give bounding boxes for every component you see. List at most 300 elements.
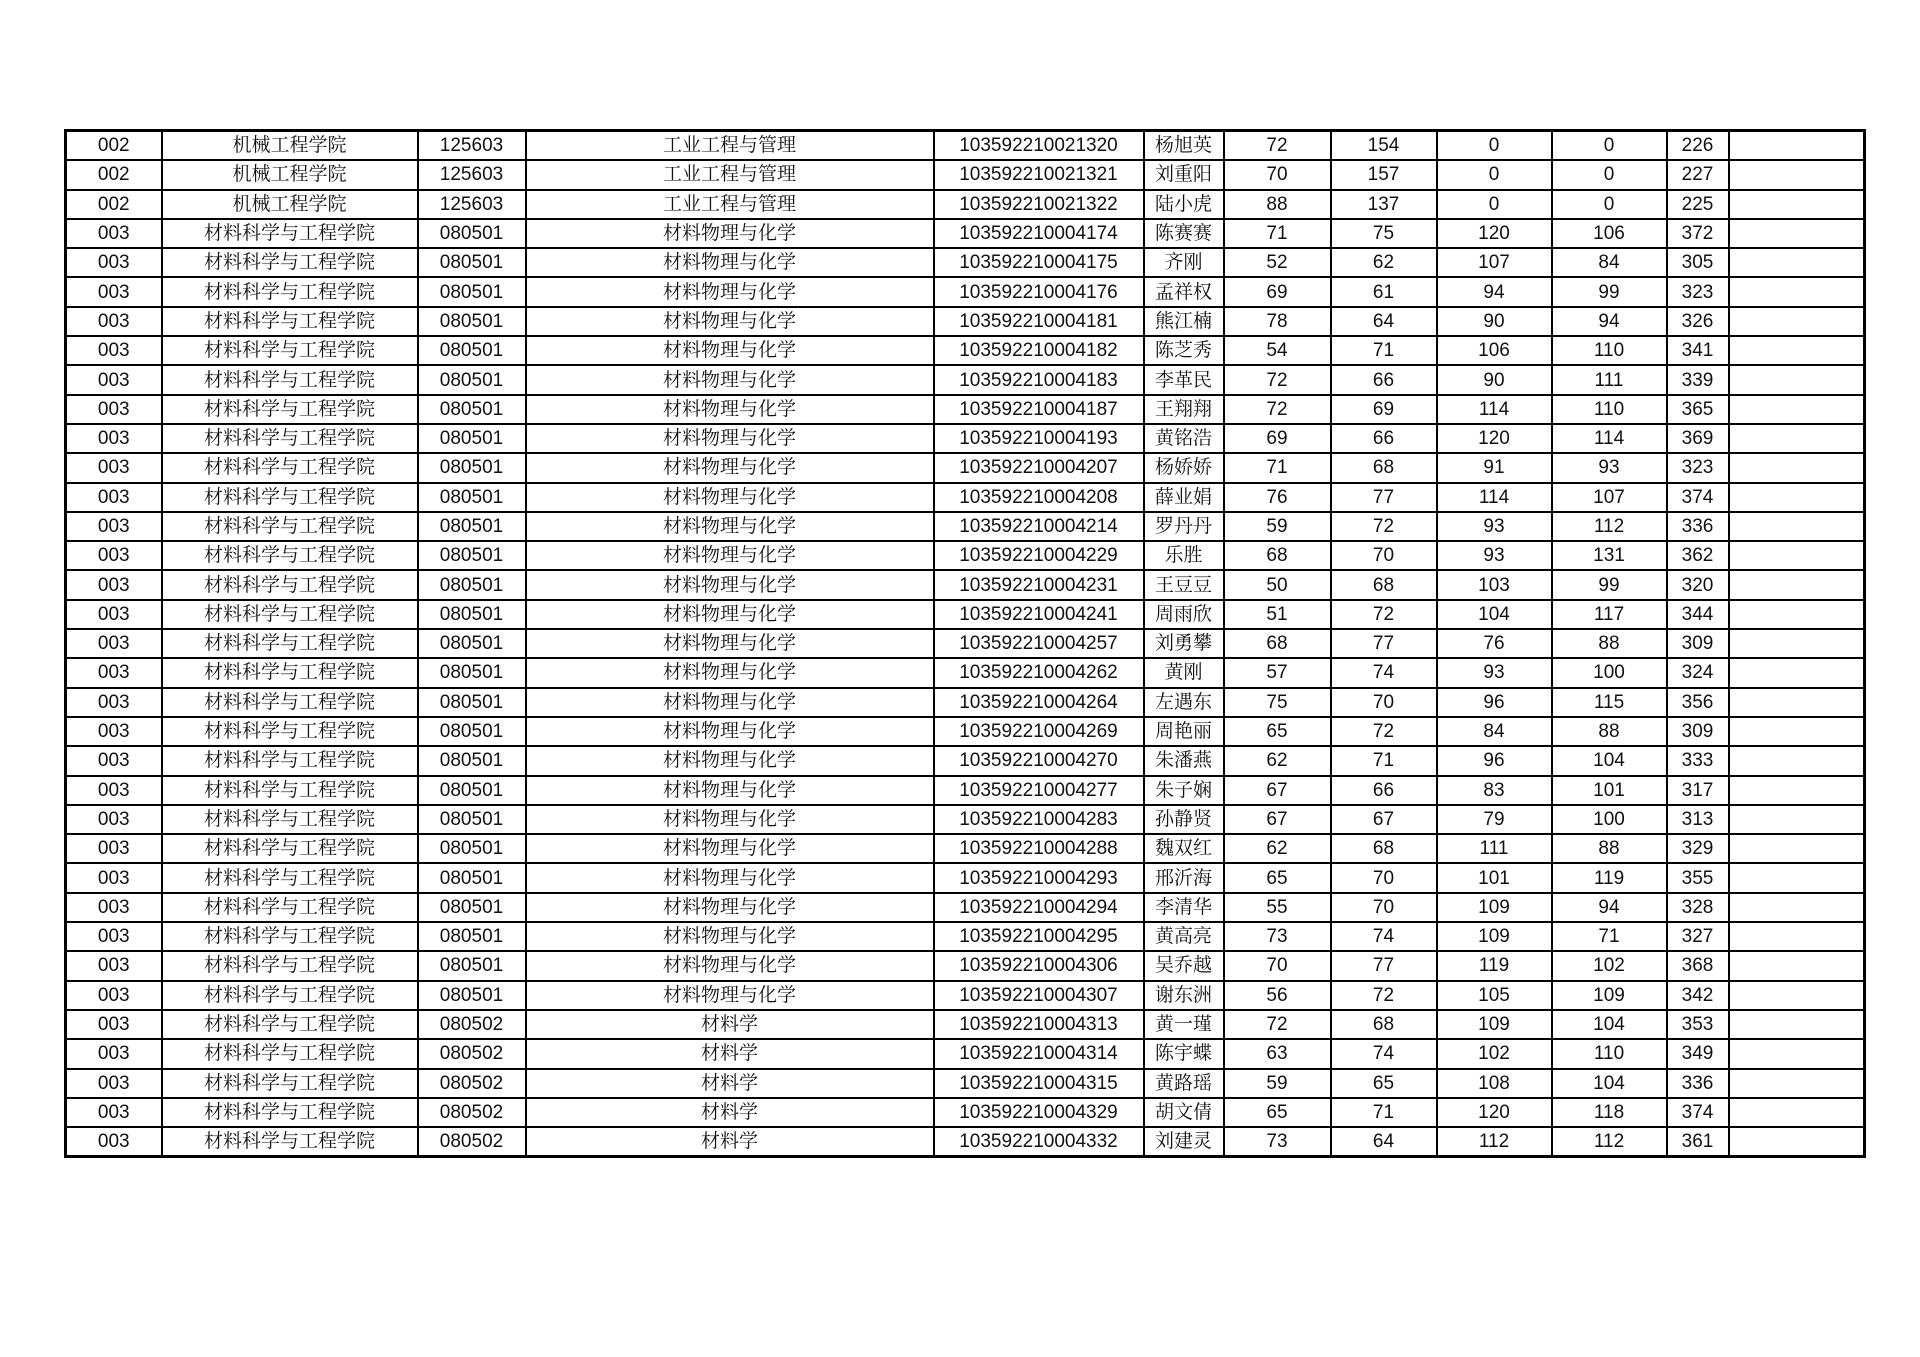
- score-1-cell: 65: [1224, 863, 1331, 892]
- score-4-cell: 84: [1552, 248, 1667, 277]
- score-3-cell: 79: [1437, 805, 1552, 834]
- score-1-cell: 57: [1224, 658, 1331, 687]
- score-1-cell: 52: [1224, 248, 1331, 277]
- total-score-cell: 324: [1667, 658, 1729, 687]
- major-code-cell: 080501: [418, 600, 526, 629]
- total-score-cell: 309: [1667, 717, 1729, 746]
- candidate-id-cell: 103592210004313: [934, 1010, 1144, 1039]
- college-code-cell: 002: [66, 190, 162, 219]
- score-2-cell: 67: [1331, 805, 1437, 834]
- table-row: [66, 1039, 1865, 1068]
- score-3-cell: 0: [1437, 131, 1552, 161]
- total-score-cell: 323: [1667, 277, 1729, 306]
- college-name-cell: 材料科学与工程学院: [162, 981, 418, 1010]
- score-3-cell: 114: [1437, 483, 1552, 512]
- major-name-cell: 材料物理与化学: [526, 805, 934, 834]
- remarks-cell: [1729, 834, 1865, 863]
- student-name-cell: 魏双红: [1144, 834, 1224, 863]
- major-code-cell: 125603: [418, 160, 526, 189]
- score-2-cell: 72: [1331, 512, 1437, 541]
- score-3-cell: 0: [1437, 190, 1552, 219]
- major-name-cell: 材料物理与化学: [526, 746, 934, 775]
- major-code-cell: 080501: [418, 863, 526, 892]
- total-score-cell: 356: [1667, 688, 1729, 717]
- remarks-cell: [1729, 863, 1865, 892]
- score-3-cell: 96: [1437, 688, 1552, 717]
- score-4-cell: 110: [1552, 395, 1667, 424]
- college-code-cell: 002: [66, 160, 162, 189]
- score-2-cell: 64: [1331, 1127, 1437, 1157]
- score-3-cell: 96: [1437, 746, 1552, 775]
- college-code-cell: 003: [66, 248, 162, 277]
- college-code-cell: 003: [66, 776, 162, 805]
- college-name-cell: 材料科学与工程学院: [162, 1039, 418, 1068]
- total-score-cell: 328: [1667, 893, 1729, 922]
- major-name-cell: 材料物理与化学: [526, 277, 934, 306]
- major-name-cell: 材料物理与化学: [526, 483, 934, 512]
- score-2-cell: 70: [1331, 541, 1437, 570]
- college-code-cell: 003: [66, 1127, 162, 1157]
- table-row: [66, 570, 1865, 599]
- score-2-cell: 71: [1331, 746, 1437, 775]
- student-name-cell: 谢东洲: [1144, 981, 1224, 1010]
- candidate-id-cell: 103592210004208: [934, 483, 1144, 512]
- score-3-cell: 91: [1437, 453, 1552, 482]
- student-name-cell: 陈赛赛: [1144, 219, 1224, 248]
- score-1-cell: 72: [1224, 395, 1331, 424]
- candidate-id-cell: 103592210004214: [934, 512, 1144, 541]
- score-4-cell: 99: [1552, 570, 1667, 599]
- score-3-cell: 90: [1437, 307, 1552, 336]
- major-name-cell: 材料学: [526, 1069, 934, 1098]
- table-row: [66, 395, 1865, 424]
- major-name-cell: 工业工程与管理: [526, 190, 934, 219]
- score-4-cell: 109: [1552, 981, 1667, 1010]
- table-row: [66, 834, 1865, 863]
- table-row: [66, 746, 1865, 775]
- remarks-cell: [1729, 951, 1865, 980]
- college-name-cell: 材料科学与工程学院: [162, 219, 418, 248]
- total-score-cell: 344: [1667, 600, 1729, 629]
- score-3-cell: 93: [1437, 658, 1552, 687]
- college-code-cell: 003: [66, 951, 162, 980]
- score-4-cell: 88: [1552, 629, 1667, 658]
- score-4-cell: 104: [1552, 1010, 1667, 1039]
- college-name-cell: 材料科学与工程学院: [162, 863, 418, 892]
- major-code-cell: 080501: [418, 424, 526, 453]
- major-name-cell: 材料学: [526, 1127, 934, 1157]
- score-2-cell: 70: [1331, 688, 1437, 717]
- score-1-cell: 70: [1224, 951, 1331, 980]
- score-2-cell: 77: [1331, 951, 1437, 980]
- student-name-cell: 杨旭英: [1144, 131, 1224, 161]
- score-3-cell: 111: [1437, 834, 1552, 863]
- candidate-id-cell: 103592210004262: [934, 658, 1144, 687]
- college-code-cell: 003: [66, 746, 162, 775]
- total-score-cell: 225: [1667, 190, 1729, 219]
- college-code-cell: 003: [66, 541, 162, 570]
- major-code-cell: 080501: [418, 951, 526, 980]
- major-code-cell: 080501: [418, 570, 526, 599]
- score-1-cell: 59: [1224, 512, 1331, 541]
- remarks-cell: [1729, 717, 1865, 746]
- student-name-cell: 乐胜: [1144, 541, 1224, 570]
- score-4-cell: 101: [1552, 776, 1667, 805]
- score-2-cell: 72: [1331, 600, 1437, 629]
- major-code-cell: 080501: [418, 776, 526, 805]
- major-code-cell: 080502: [418, 1127, 526, 1157]
- major-name-cell: 材料物理与化学: [526, 424, 934, 453]
- score-3-cell: 90: [1437, 365, 1552, 394]
- total-score-cell: 355: [1667, 863, 1729, 892]
- major-name-cell: 材料学: [526, 1098, 934, 1127]
- table-row: [66, 307, 1865, 336]
- student-name-cell: 胡文倩: [1144, 1098, 1224, 1127]
- major-name-cell: 材料物理与化学: [526, 951, 934, 980]
- score-4-cell: 88: [1552, 717, 1667, 746]
- candidate-id-cell: 103592210004207: [934, 453, 1144, 482]
- score-1-cell: 67: [1224, 805, 1331, 834]
- remarks-cell: [1729, 570, 1865, 599]
- remarks-cell: [1729, 1039, 1865, 1068]
- score-1-cell: 73: [1224, 922, 1331, 951]
- table-row: [66, 190, 1865, 219]
- score-3-cell: 83: [1437, 776, 1552, 805]
- score-4-cell: 118: [1552, 1098, 1667, 1127]
- student-name-cell: 周雨欣: [1144, 600, 1224, 629]
- score-2-cell: 72: [1331, 717, 1437, 746]
- student-name-cell: 陆小虎: [1144, 190, 1224, 219]
- score-table: [64, 129, 1866, 1158]
- remarks-cell: [1729, 981, 1865, 1010]
- major-code-cell: 080501: [418, 365, 526, 394]
- table-row: [66, 483, 1865, 512]
- college-name-cell: 材料科学与工程学院: [162, 922, 418, 951]
- score-4-cell: 107: [1552, 483, 1667, 512]
- score-2-cell: 154: [1331, 131, 1437, 161]
- score-1-cell: 69: [1224, 424, 1331, 453]
- college-name-cell: 材料科学与工程学院: [162, 1010, 418, 1039]
- major-name-cell: 工业工程与管理: [526, 160, 934, 189]
- major-code-cell: 080501: [418, 922, 526, 951]
- total-score-cell: 341: [1667, 336, 1729, 365]
- college-code-cell: 003: [66, 1039, 162, 1068]
- remarks-cell: [1729, 600, 1865, 629]
- table-row: [66, 863, 1865, 892]
- score-2-cell: 61: [1331, 277, 1437, 306]
- total-score-cell: 336: [1667, 512, 1729, 541]
- candidate-id-cell: 103592210004257: [934, 629, 1144, 658]
- total-score-cell: 374: [1667, 1098, 1729, 1127]
- college-name-cell: 材料科学与工程学院: [162, 805, 418, 834]
- score-4-cell: 106: [1552, 219, 1667, 248]
- remarks-cell: [1729, 131, 1865, 161]
- remarks-cell: [1729, 1010, 1865, 1039]
- table-row: [66, 160, 1865, 189]
- score-1-cell: 69: [1224, 277, 1331, 306]
- total-score-cell: 320: [1667, 570, 1729, 599]
- score-1-cell: 88: [1224, 190, 1331, 219]
- score-3-cell: 106: [1437, 336, 1552, 365]
- college-name-cell: 材料科学与工程学院: [162, 365, 418, 394]
- score-4-cell: 115: [1552, 688, 1667, 717]
- score-2-cell: 68: [1331, 570, 1437, 599]
- total-score-cell: 317: [1667, 776, 1729, 805]
- score-3-cell: 108: [1437, 1069, 1552, 1098]
- major-name-cell: 材料物理与化学: [526, 658, 934, 687]
- major-name-cell: 材料物理与化学: [526, 688, 934, 717]
- score-4-cell: 111: [1552, 365, 1667, 394]
- score-4-cell: 110: [1552, 336, 1667, 365]
- score-1-cell: 63: [1224, 1039, 1331, 1068]
- remarks-cell: [1729, 277, 1865, 306]
- college-name-cell: 材料科学与工程学院: [162, 248, 418, 277]
- score-1-cell: 62: [1224, 834, 1331, 863]
- college-name-cell: 材料科学与工程学院: [162, 746, 418, 775]
- college-code-cell: 003: [66, 1010, 162, 1039]
- major-name-cell: 材料学: [526, 1010, 934, 1039]
- major-code-cell: 080501: [418, 453, 526, 482]
- score-3-cell: 102: [1437, 1039, 1552, 1068]
- candidate-id-cell: 103592210004174: [934, 219, 1144, 248]
- candidate-id-cell: 103592210004175: [934, 248, 1144, 277]
- college-code-cell: 003: [66, 219, 162, 248]
- score-3-cell: 93: [1437, 541, 1552, 570]
- table-row: [66, 922, 1865, 951]
- score-4-cell: 112: [1552, 1127, 1667, 1157]
- student-name-cell: 薛业娟: [1144, 483, 1224, 512]
- score-3-cell: 120: [1437, 424, 1552, 453]
- college-name-cell: 材料科学与工程学院: [162, 336, 418, 365]
- total-score-cell: 365: [1667, 395, 1729, 424]
- score-3-cell: 109: [1437, 1010, 1552, 1039]
- score-1-cell: 62: [1224, 746, 1331, 775]
- remarks-cell: [1729, 395, 1865, 424]
- score-3-cell: 76: [1437, 629, 1552, 658]
- candidate-id-cell: 103592210004307: [934, 981, 1144, 1010]
- score-3-cell: 120: [1437, 1098, 1552, 1127]
- major-code-cell: 080501: [418, 688, 526, 717]
- remarks-cell: [1729, 776, 1865, 805]
- candidate-id-cell: 103592210004315: [934, 1069, 1144, 1098]
- score-1-cell: 55: [1224, 893, 1331, 922]
- college-name-cell: 材料科学与工程学院: [162, 629, 418, 658]
- score-2-cell: 65: [1331, 1069, 1437, 1098]
- college-name-cell: 机械工程学院: [162, 160, 418, 189]
- remarks-cell: [1729, 1127, 1865, 1157]
- candidate-id-cell: 103592210004293: [934, 863, 1144, 892]
- candidate-id-cell: 103592210004241: [934, 600, 1144, 629]
- score-4-cell: 100: [1552, 805, 1667, 834]
- major-code-cell: 080502: [418, 1010, 526, 1039]
- score-4-cell: 119: [1552, 863, 1667, 892]
- total-score-cell: 226: [1667, 131, 1729, 161]
- table-row: [66, 1069, 1865, 1098]
- major-name-cell: 材料物理与化学: [526, 541, 934, 570]
- candidate-id-cell: 103592210004288: [934, 834, 1144, 863]
- score-1-cell: 51: [1224, 600, 1331, 629]
- major-name-cell: 材料物理与化学: [526, 922, 934, 951]
- college-name-cell: 材料科学与工程学院: [162, 541, 418, 570]
- major-name-cell: 材料物理与化学: [526, 219, 934, 248]
- college-name-cell: 材料科学与工程学院: [162, 688, 418, 717]
- table-row: [66, 541, 1865, 570]
- table-row: [66, 219, 1865, 248]
- college-name-cell: 材料科学与工程学院: [162, 483, 418, 512]
- score-3-cell: 105: [1437, 981, 1552, 1010]
- score-1-cell: 76: [1224, 483, 1331, 512]
- student-name-cell: 黄路瑶: [1144, 1069, 1224, 1098]
- total-score-cell: 374: [1667, 483, 1729, 512]
- total-score-cell: 336: [1667, 1069, 1729, 1098]
- score-4-cell: 0: [1552, 131, 1667, 161]
- total-score-cell: 309: [1667, 629, 1729, 658]
- major-name-cell: 材料物理与化学: [526, 863, 934, 892]
- score-2-cell: 64: [1331, 307, 1437, 336]
- score-3-cell: 0: [1437, 160, 1552, 189]
- score-2-cell: 66: [1331, 424, 1437, 453]
- score-2-cell: 69: [1331, 395, 1437, 424]
- student-name-cell: 黄刚: [1144, 658, 1224, 687]
- candidate-id-cell: 103592210004270: [934, 746, 1144, 775]
- college-name-cell: 机械工程学院: [162, 190, 418, 219]
- total-score-cell: 326: [1667, 307, 1729, 336]
- score-2-cell: 157: [1331, 160, 1437, 189]
- remarks-cell: [1729, 658, 1865, 687]
- college-code-cell: 003: [66, 981, 162, 1010]
- score-1-cell: 72: [1224, 131, 1331, 161]
- major-name-cell: 材料学: [526, 1039, 934, 1068]
- table-row: [66, 629, 1865, 658]
- score-1-cell: 75: [1224, 688, 1331, 717]
- college-code-cell: 003: [66, 688, 162, 717]
- total-score-cell: 333: [1667, 746, 1729, 775]
- student-name-cell: 朱潘燕: [1144, 746, 1224, 775]
- score-4-cell: 94: [1552, 893, 1667, 922]
- table-row: [66, 951, 1865, 980]
- score-4-cell: 117: [1552, 600, 1667, 629]
- student-name-cell: 邢沂海: [1144, 863, 1224, 892]
- major-name-cell: 工业工程与管理: [526, 131, 934, 161]
- table-row: [66, 981, 1865, 1010]
- table-row: [66, 1098, 1865, 1127]
- total-score-cell: 227: [1667, 160, 1729, 189]
- major-code-cell: 080502: [418, 1069, 526, 1098]
- candidate-id-cell: 103592210004283: [934, 805, 1144, 834]
- major-code-cell: 080501: [418, 629, 526, 658]
- score-2-cell: 70: [1331, 863, 1437, 892]
- candidate-id-cell: 103592210004193: [934, 424, 1144, 453]
- table-row: [66, 600, 1865, 629]
- major-name-cell: 材料物理与化学: [526, 570, 934, 599]
- student-name-cell: 王翔翔: [1144, 395, 1224, 424]
- score-1-cell: 67: [1224, 776, 1331, 805]
- score-4-cell: 110: [1552, 1039, 1667, 1068]
- college-name-cell: 材料科学与工程学院: [162, 658, 418, 687]
- major-code-cell: 125603: [418, 131, 526, 161]
- candidate-id-cell: 103592210004231: [934, 570, 1144, 599]
- candidate-id-cell: 103592210021320: [934, 131, 1144, 161]
- score-4-cell: 114: [1552, 424, 1667, 453]
- major-code-cell: 080501: [418, 248, 526, 277]
- score-2-cell: 75: [1331, 219, 1437, 248]
- college-name-cell: 材料科学与工程学院: [162, 277, 418, 306]
- student-name-cell: 黄高亮: [1144, 922, 1224, 951]
- remarks-cell: [1729, 1069, 1865, 1098]
- score-2-cell: 71: [1331, 336, 1437, 365]
- student-name-cell: 陈宇蝶: [1144, 1039, 1224, 1068]
- student-name-cell: 左遇东: [1144, 688, 1224, 717]
- major-name-cell: 材料物理与化学: [526, 512, 934, 541]
- major-name-cell: 材料物理与化学: [526, 395, 934, 424]
- score-4-cell: 102: [1552, 951, 1667, 980]
- table-body: [66, 131, 1865, 1157]
- score-1-cell: 50: [1224, 570, 1331, 599]
- table-row: [66, 658, 1865, 687]
- score-4-cell: 71: [1552, 922, 1667, 951]
- college-code-cell: 003: [66, 424, 162, 453]
- major-code-cell: 080502: [418, 1039, 526, 1068]
- score-4-cell: 0: [1552, 190, 1667, 219]
- remarks-cell: [1729, 746, 1865, 775]
- major-name-cell: 材料物理与化学: [526, 629, 934, 658]
- candidate-id-cell: 103592210004182: [934, 336, 1144, 365]
- college-code-cell: 003: [66, 629, 162, 658]
- college-code-cell: 003: [66, 277, 162, 306]
- total-score-cell: 342: [1667, 981, 1729, 1010]
- college-code-cell: 003: [66, 512, 162, 541]
- student-name-cell: 杨娇娇: [1144, 453, 1224, 482]
- major-name-cell: 材料物理与化学: [526, 336, 934, 365]
- student-name-cell: 王豆豆: [1144, 570, 1224, 599]
- candidate-id-cell: 103592210004295: [934, 922, 1144, 951]
- score-4-cell: 131: [1552, 541, 1667, 570]
- score-3-cell: 119: [1437, 951, 1552, 980]
- score-4-cell: 104: [1552, 1069, 1667, 1098]
- score-4-cell: 100: [1552, 658, 1667, 687]
- major-code-cell: 080501: [418, 219, 526, 248]
- score-1-cell: 68: [1224, 629, 1331, 658]
- student-name-cell: 熊江楠: [1144, 307, 1224, 336]
- remarks-cell: [1729, 160, 1865, 189]
- candidate-id-cell: 103592210004269: [934, 717, 1144, 746]
- college-name-cell: 材料科学与工程学院: [162, 395, 418, 424]
- candidate-id-cell: 103592210004277: [934, 776, 1144, 805]
- total-score-cell: 353: [1667, 1010, 1729, 1039]
- total-score-cell: 361: [1667, 1127, 1729, 1157]
- table-row: [66, 248, 1865, 277]
- total-score-cell: 329: [1667, 834, 1729, 863]
- table-row: [66, 776, 1865, 805]
- table-row: [66, 805, 1865, 834]
- score-1-cell: 71: [1224, 453, 1331, 482]
- total-score-cell: 349: [1667, 1039, 1729, 1068]
- student-name-cell: 孟祥权: [1144, 277, 1224, 306]
- score-4-cell: 94: [1552, 307, 1667, 336]
- score-3-cell: 120: [1437, 219, 1552, 248]
- table-row: [66, 277, 1865, 306]
- major-name-cell: 材料物理与化学: [526, 776, 934, 805]
- college-code-cell: 003: [66, 483, 162, 512]
- candidate-id-cell: 103592210021322: [934, 190, 1144, 219]
- college-name-cell: 材料科学与工程学院: [162, 951, 418, 980]
- student-name-cell: 周艳丽: [1144, 717, 1224, 746]
- student-name-cell: 刘重阳: [1144, 160, 1224, 189]
- table-row: [66, 131, 1865, 161]
- college-code-cell: 003: [66, 863, 162, 892]
- score-2-cell: 70: [1331, 893, 1437, 922]
- remarks-cell: [1729, 336, 1865, 365]
